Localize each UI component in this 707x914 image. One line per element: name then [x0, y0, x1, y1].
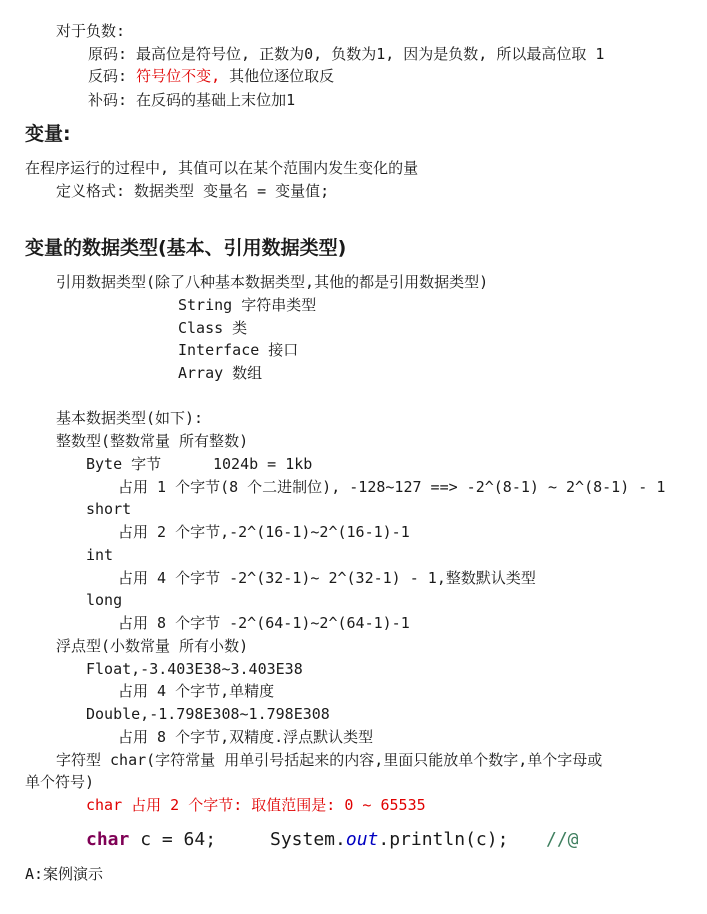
char-range-note: char 占用 2 个字节: 取值范围是: 0 ~ 65535: [86, 796, 426, 814]
variables-heading: 变量:: [25, 123, 71, 145]
sign-magnitude-line: 原码: 最高位是符号位, 正数为0, 负数为1, 因为是负数, 所以最高位取 1: [88, 45, 605, 63]
datatypes-heading: 变量的数据类型(基本、引用数据类型): [25, 237, 347, 259]
float-label: Float,-3.403E38~3.403E38: [86, 660, 303, 678]
demo-label: A:案例演示: [25, 865, 104, 883]
reference-type-array: Array 数组: [178, 364, 263, 382]
primitive-types-intro: 基本数据类型(如下):: [56, 409, 204, 427]
variables-format: 定义格式: 数据类型 变量名 = 变量值;: [56, 182, 330, 200]
byte-label: Byte 字节: [86, 455, 162, 473]
variables-description: 在程序运行的过程中, 其值可以在某个范围内发生变化的量: [25, 159, 419, 177]
short-detail: 占用 2 个字节,-2^(16-1)~2^(16-1)-1: [118, 523, 410, 541]
integer-types-heading: 整数型(整数常量 所有整数): [56, 432, 249, 450]
short-label: short: [86, 500, 132, 518]
reference-types-intro: 引用数据类型(除了八种基本数据类型,其他的都是引用数据类型): [56, 273, 489, 291]
ones-complement-highlight: 符号位不变,: [136, 67, 221, 85]
byte-size-note: 1024b = 1kb: [213, 455, 313, 473]
reference-type-string: String 字符串类型: [178, 296, 317, 314]
float-detail: 占用 4 个字节,单精度: [118, 682, 275, 700]
reference-type-interface: Interface 接口: [178, 341, 299, 359]
negatives-heading: 对于负数:: [56, 22, 126, 40]
int-label: int: [86, 546, 114, 564]
code-call-suffix: .println(c);: [378, 829, 509, 850]
float-types-heading: 浮点型(小数常量 所有小数): [56, 637, 249, 655]
code-keyword: char: [86, 829, 130, 850]
twos-complement-line: 补码: 在反码的基础上末位加1: [88, 91, 296, 109]
byte-detail: 占用 1 个字节(8 个二进制位), -128~127 ==> -2^(8-1) ~ 2^(8-1) - 1: [118, 478, 666, 496]
code-sample-declaration: [86, 828, 216, 852]
double-detail: 占用 8 个字节,双精度.浮点默认类型: [118, 728, 374, 746]
double-label: Double,-1.798E308~1.798E308: [86, 705, 330, 723]
reference-type-class: Class 类: [178, 319, 248, 337]
char-heading-line1: 字符型 char(字符常量 用单引号括起来的内容,里面只能放单个数字,单个字母或: [56, 751, 603, 769]
code-call-prefix: System.: [270, 829, 346, 850]
ones-complement-prefix: 反码:: [88, 67, 137, 85]
long-label: long: [86, 591, 123, 609]
ones-complement-rest: 其他位逐位取反: [220, 67, 335, 85]
char-heading-line2: 单个符号): [25, 773, 95, 791]
code-sample-print: [270, 828, 508, 852]
code-call-field: out: [345, 829, 379, 850]
code-declaration: c = 64;: [129, 829, 217, 850]
ones-complement-line: [88, 66, 334, 86]
code-comment: //@: [546, 829, 579, 850]
long-detail: 占用 8 个字节 -2^(64-1)~2^(64-1)-1: [118, 614, 410, 632]
int-detail: 占用 4 个字节 -2^(32-1)~ 2^(32-1) - 1,整数默认类型: [118, 569, 536, 587]
